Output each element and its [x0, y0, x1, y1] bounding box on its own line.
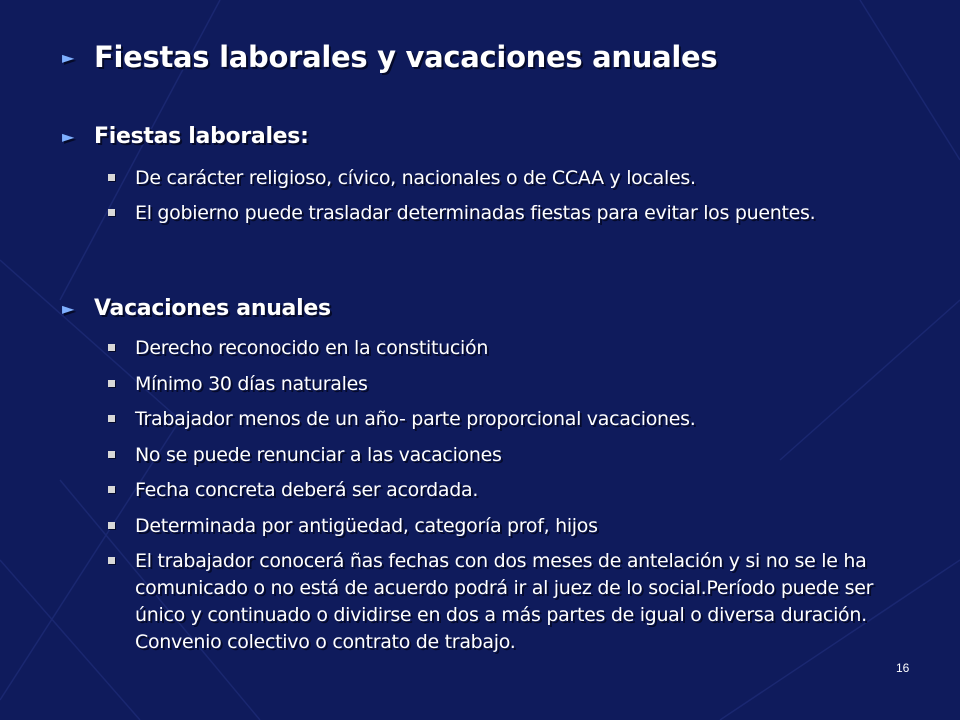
list-item	[108, 548, 898, 656]
square-bullet-icon	[108, 380, 115, 387]
bullet-text: Determinada por antigüedad, categoría prof, hijos	[135, 514, 598, 537]
square-bullet-icon	[108, 415, 115, 422]
list-item	[108, 371, 898, 397]
arrow-bullet-icon: ►	[62, 299, 75, 318]
bullet-text: Fecha concreta deberá ser acordada.	[135, 479, 479, 501]
bullet-list-fiestas	[108, 165, 898, 235]
section-heading-vacaciones	[62, 296, 331, 321]
bullet-text: De carácter religioso, cívico, nacionales o de CCAA y locales.	[135, 167, 696, 189]
list-item	[108, 200, 898, 226]
list-item	[108, 442, 898, 468]
bullet-text: El trabajador conocerá ñas fechas con dos meses de antelación y si no se le ha comunicado o no está de acuerdo podrá ir al juez de lo social.Período puede ser único y continuado o dividirse en dos a más partes de igual o diversa duración. Convenio colectivo o contrato de trabajo.	[135, 550, 874, 653]
square-bullet-icon	[108, 451, 115, 458]
square-bullet-icon	[108, 209, 115, 216]
square-bullet-icon	[108, 344, 115, 351]
list-item	[108, 513, 898, 539]
section-heading: Vacaciones anuales	[94, 296, 331, 321]
arrow-bullet-icon: ►	[62, 47, 75, 67]
slide-title-row	[62, 40, 717, 74]
section-heading: Fiestas laborales:	[94, 124, 309, 149]
list-item	[108, 477, 898, 503]
list-item	[108, 335, 898, 361]
arrow-bullet-icon: ►	[62, 127, 75, 146]
square-bullet-icon	[108, 557, 115, 564]
page-number: 16	[896, 661, 910, 675]
bullet-text: Derecho reconocido en la constitución	[135, 337, 489, 359]
square-bullet-icon	[108, 174, 115, 181]
bullet-text: Trabajador menos de un año- parte proporcional vacaciones.	[135, 408, 696, 430]
bullet-list-vacaciones	[108, 335, 898, 666]
bullet-text: No se puede renunciar a las vacaciones	[135, 443, 502, 466]
bullet-text: Mínimo 30 días naturales	[135, 372, 368, 395]
bullet-text: El gobierno puede trasladar determinadas fiestas para evitar los puentes.	[135, 202, 816, 224]
slide-title: Fiestas laborales y vacaciones anuales	[94, 40, 718, 74]
square-bullet-icon	[108, 522, 115, 529]
list-item	[108, 406, 898, 432]
list-item	[108, 165, 898, 191]
square-bullet-icon	[108, 486, 115, 493]
section-heading-fiestas	[62, 124, 309, 149]
